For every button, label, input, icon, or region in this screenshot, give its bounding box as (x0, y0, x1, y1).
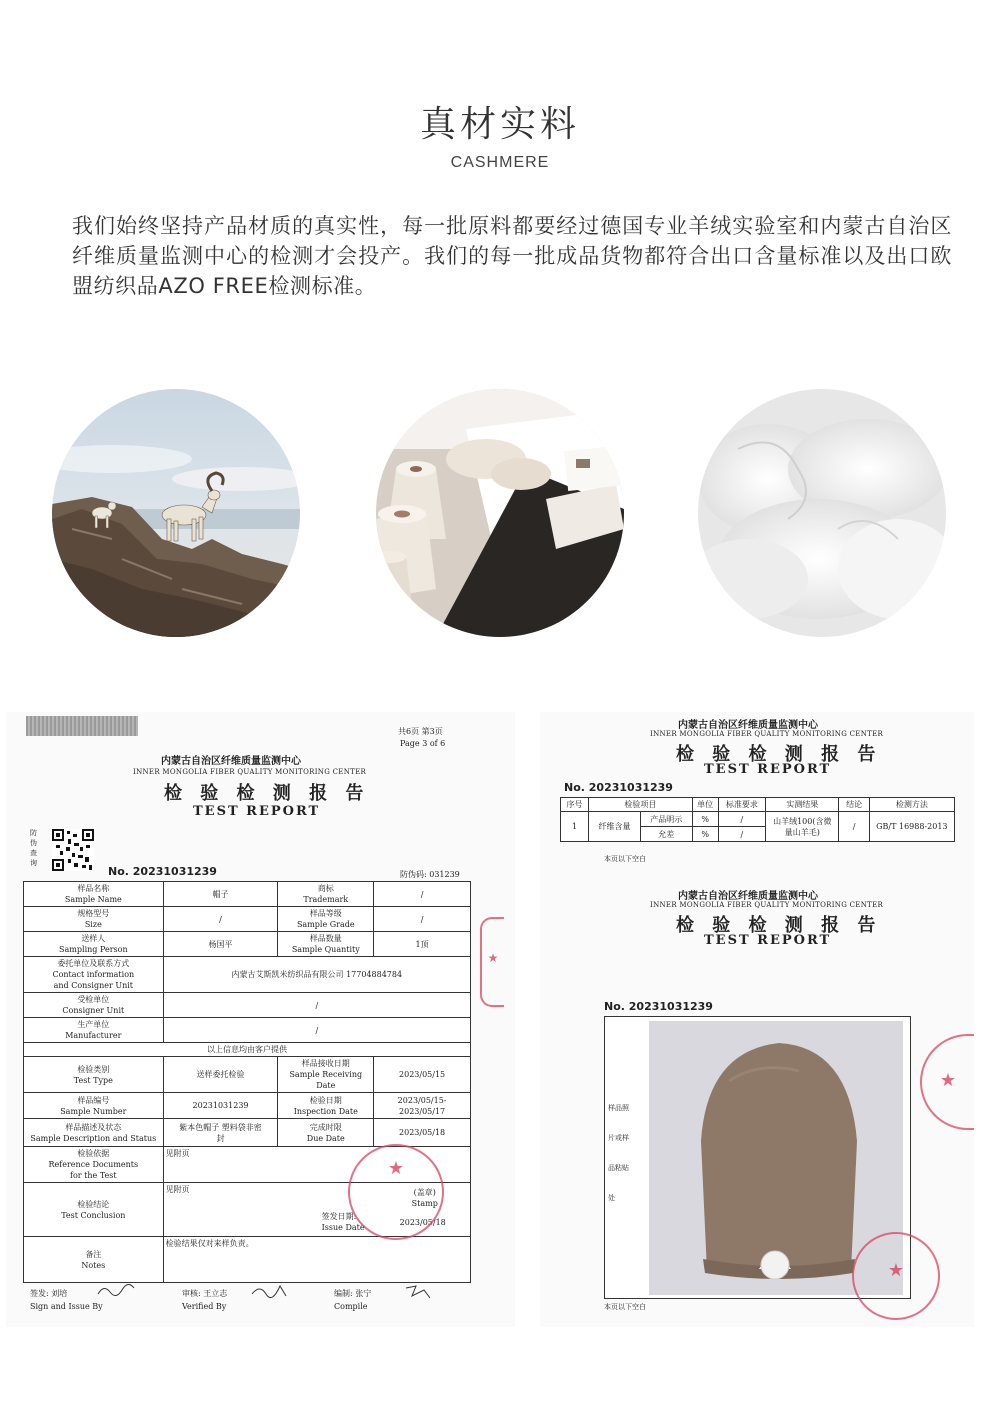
label-en: Trademark (303, 895, 349, 904)
official-stamp: ★ (348, 1144, 444, 1240)
yarn-photo (376, 389, 624, 637)
org-name-en: INNER MONGOLIA FIBER QUALITY MONITORING CENTER (650, 730, 884, 738)
value-cell: 帽子 (163, 882, 278, 907)
label-zh: 样品编号 (77, 1095, 110, 1105)
label-en: Size (84, 920, 102, 929)
report-number: No. 20231031239 (564, 781, 673, 794)
label-en: Issue Date (321, 1223, 365, 1232)
seam-stamp: ★ (480, 917, 504, 1007)
label-zh: 样品名称 (77, 884, 110, 893)
anti-fake-code: 防伪码: 031239 (400, 870, 460, 879)
label-en: Manufacturer (65, 1031, 122, 1040)
label-en: Test Type (73, 1075, 113, 1085)
value-cell: 2023/05/15 (374, 1057, 471, 1093)
label-en: Inspection Date (293, 1106, 358, 1116)
cashmere-fiber-photo (698, 389, 946, 637)
label-en: Consigner Unit (62, 1006, 125, 1015)
customer-note: 以上信息均由客户提供 (24, 1043, 471, 1057)
page-count-en: Page 3 of 6 (400, 739, 446, 748)
standard: / (718, 827, 765, 842)
label-zh: 样品数量 (309, 934, 342, 943)
label-zh: 样品等级 (309, 909, 342, 918)
value-line: 封 (216, 1133, 225, 1143)
method: GB/T 16988-2013 (869, 812, 954, 842)
label-en: for the Test (70, 1171, 117, 1180)
value-cell: / (374, 907, 471, 932)
report-title-en: TEST REPORT (704, 762, 832, 777)
issue-date-value: 2023/05/18 (399, 1218, 446, 1227)
col-header: 标准要求 (718, 798, 765, 812)
page-subtitle: CASHMERE (450, 154, 550, 171)
signer-compile: 编制: 张宁 (334, 1289, 372, 1298)
page-title: 真材实料 (419, 104, 580, 145)
value-cell: 2023/05/18 (374, 1119, 471, 1147)
value-line: 紫本色帽子 塑料袋非密 (179, 1122, 262, 1132)
blank-below-note-2: 本页以下空白 (604, 1303, 646, 1311)
signature-1 (96, 1284, 136, 1298)
signature-3 (404, 1282, 434, 1300)
value-cell: 1顶 (374, 932, 471, 957)
conclusion: / (839, 812, 869, 842)
label-en: Sample Name (64, 895, 122, 904)
label-zh: 规格型号 (77, 909, 110, 918)
org-name-zh: 内蒙古自治区纤维质量监测中心 (161, 756, 301, 767)
value-cell: 内蒙古艾斯凯米纺织品有限公司 17704884784 (163, 957, 470, 993)
col-header: 单位 (692, 798, 718, 812)
value-cell: / (163, 993, 470, 1018)
label-en: Date (316, 1081, 336, 1090)
sub-item: 产品明示 (640, 812, 692, 827)
col-header: 结论 (839, 798, 869, 812)
label-zh: 生产单位 (77, 1020, 110, 1029)
org-name-zh: 内蒙古自治区纤维质量监测中心 (678, 720, 818, 731)
org2-name-zh: 内蒙古自治区纤维质量监测中心 (678, 891, 818, 902)
signer-compile-en: Compile (334, 1302, 368, 1311)
label-en: Test Conclusion (61, 1210, 126, 1220)
seam-stamp-right: ★ (920, 1034, 974, 1130)
label-en: and Consigner Unit (53, 981, 134, 990)
label-zh: 委托单位及联系方式 (57, 959, 130, 968)
redaction-band (26, 716, 138, 736)
label-en: Sample Receiving (289, 1070, 363, 1079)
photo-label-line: 样品照 (608, 1104, 629, 1112)
test-report-page-3 (6, 712, 515, 1327)
label-zh: 完成时限 (309, 1122, 342, 1132)
report2-number: No. 20231031239 (604, 1000, 713, 1013)
value-line: 2023/05/15- (397, 1095, 447, 1105)
label-zh: 样品描述及状态 (65, 1122, 122, 1132)
photo-label-line: 片或样 (608, 1134, 629, 1142)
row-index: 1 (561, 812, 589, 842)
org-name-en: INNER MONGOLIA FIBER QUALITY MONITORING CENTER (133, 768, 367, 776)
photo-label-line: 品粘贴 (608, 1164, 629, 1172)
sub-item: 允差 (640, 827, 692, 842)
report2-title-en: TEST REPORT (704, 933, 832, 948)
label-zh: 检验结论 (77, 1199, 110, 1209)
label-en: Reference Documents (48, 1160, 139, 1169)
result-line: 山羊绒100(含微 (773, 816, 832, 826)
value-line: 2023/05/17 (399, 1106, 446, 1116)
label-en: Sample Description and Status (30, 1133, 157, 1143)
label-zh: 签发日期: (321, 1212, 357, 1221)
report2-title-zh: 检 验 检 测 报 告 (676, 915, 882, 936)
org2-name-en: INNER MONGOLIA FIBER QUALITY MONITORING CENTER (650, 901, 884, 909)
col-header: 实测结果 (766, 798, 839, 812)
value-cell: / (374, 882, 471, 907)
results-table (560, 797, 955, 842)
intro-paragraph: 我们始终坚持产品材质的真实性，每一批原料都要经过德国专业羊绒实验室和内蒙古自治区纤维质量监测中心的检测才会投产。我们的每一批成品货物都符合出口含量标准以及出口欧盟纺织品AZO FREE检测标准。 (72, 214, 952, 298)
col-header: 检验项目 (589, 798, 693, 812)
signature-2 (250, 1282, 290, 1300)
label-zh: 受检单位 (77, 995, 110, 1004)
report-title-en: TEST REPORT (193, 804, 321, 819)
result-line: 量山羊毛) (784, 827, 820, 837)
label-en: Sample Quantity (291, 945, 360, 954)
qr-code (52, 829, 94, 871)
col-header: 检测方法 (869, 798, 954, 812)
value-cell: 见附页 (163, 1147, 470, 1183)
goats-photo (52, 389, 300, 637)
blank-below-note: 本页以下空白 (604, 855, 646, 863)
label-en: Stamp (411, 1199, 438, 1208)
value-cell: / (163, 1018, 470, 1043)
value-cell: 20231031239 (163, 1093, 278, 1119)
label-zh: 检验类别 (77, 1064, 110, 1074)
photo-label-line: 处 (608, 1194, 615, 1202)
label-en: Sample Number (60, 1106, 127, 1116)
col-header: 序号 (561, 798, 589, 812)
report-title-zh: 检 验 检 测 报 告 (164, 783, 370, 804)
signer-issued: 签发: 刘培 (30, 1289, 68, 1298)
label-en: Sampling Person (59, 945, 128, 954)
page-count-zh: 共6页 第3页 (398, 727, 443, 736)
label-zh: 样品接收日期 (301, 1059, 350, 1068)
value-text: 见附页 (165, 1185, 190, 1194)
anti-fake-label: 防伪查询 (30, 829, 37, 867)
value-cell: 杨国平 (163, 932, 278, 957)
value-cell: / (163, 907, 278, 932)
unit: % (692, 827, 718, 842)
label-zh: 商标 (317, 884, 334, 893)
value-cell: 送样委托检验 (163, 1057, 278, 1093)
label-zh: 检验日期 (309, 1095, 342, 1105)
official-stamp-right: ★ (852, 1232, 940, 1320)
label-zh: 送样人 (81, 934, 106, 943)
label-en: Sample Grade (296, 920, 355, 929)
unit: % (692, 812, 718, 827)
signer-issued-en: Sign and Issue By (30, 1302, 103, 1311)
report-number: No. 20231031239 (108, 865, 217, 878)
label-zh: 备注 (85, 1249, 102, 1259)
label-en: Contact information (52, 970, 135, 979)
label-en: Notes (81, 1260, 106, 1270)
signer-verified: 审核: 王立志 (182, 1289, 228, 1298)
label-zh: 检验依据 (77, 1149, 110, 1158)
test-report-results (540, 712, 974, 1327)
standard: / (718, 812, 765, 827)
signer-verified-en: Verified By (182, 1302, 227, 1311)
remark-cell: 检验结果仅对来样负责。 (163, 1237, 470, 1283)
label-zh: (盖章) (413, 1188, 436, 1197)
test-item: 纤维含量 (589, 812, 641, 842)
report-title-zh: 检 验 检 测 报 告 (676, 744, 882, 765)
label-en: Due Date (306, 1133, 345, 1143)
